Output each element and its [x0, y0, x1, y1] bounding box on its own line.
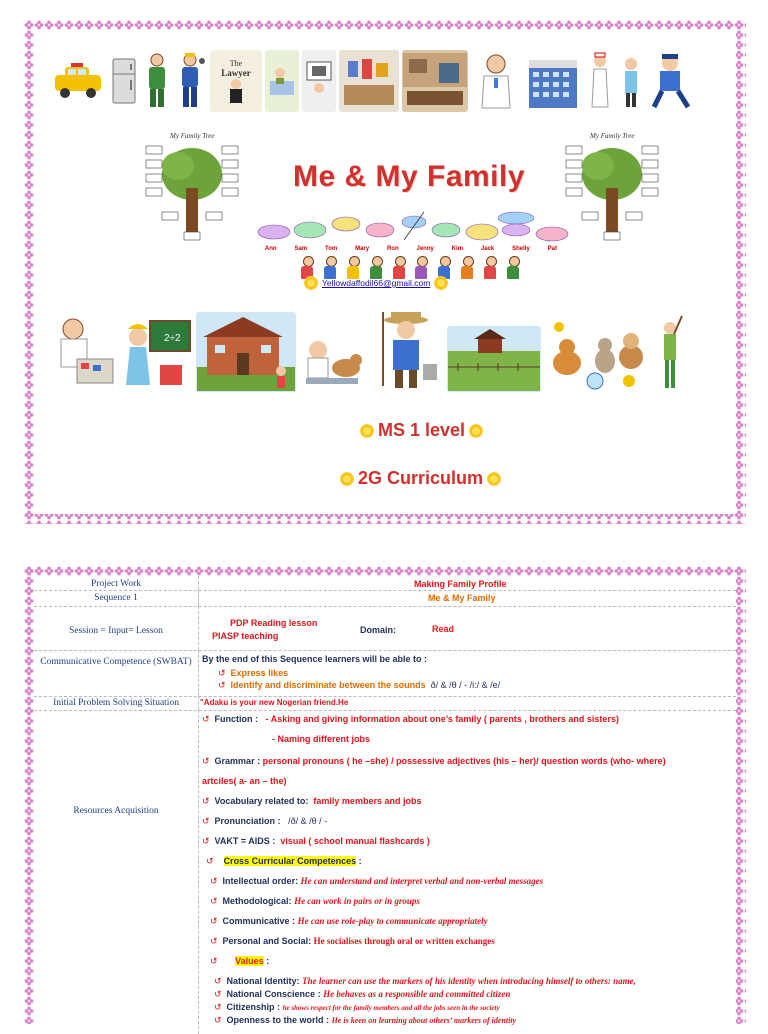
lawyer-caption: Lawyer — [221, 67, 251, 78]
row-project-work — [34, 576, 736, 591]
svg-text:2÷2: 2÷2 — [164, 333, 181, 344]
flower-icon — [434, 276, 448, 290]
doctor-icon — [471, 50, 521, 112]
cover-page — [24, 20, 746, 524]
architect-icon — [265, 50, 299, 112]
bullet-icon: ↺ — [202, 756, 210, 766]
pets-icon — [544, 316, 648, 392]
painter-icon — [651, 312, 691, 392]
child-figure — [460, 256, 474, 280]
pronunciation-line: ↺ Pronunciation : /ð/ & /θ / - — [202, 816, 328, 826]
bullet-icon: ↺ — [214, 976, 222, 986]
name-label: Ann — [264, 246, 277, 252]
competence-intro: By the end of this Sequence learners will be able to : — [202, 654, 428, 664]
flower-icon — [469, 424, 483, 438]
project-work-value: Making Family Profile — [414, 579, 507, 589]
flower-icon — [487, 472, 501, 486]
national-identity-line: ↺ National Identity: The learner can use the markers of his identity when introducing himself to others: name, — [214, 976, 636, 986]
nurse-icon — [585, 50, 615, 112]
school-icon — [196, 312, 296, 392]
teacher-icon — [119, 314, 193, 392]
level-label — [360, 420, 483, 441]
family-tree-left — [142, 128, 242, 248]
taxi-icon — [50, 50, 106, 112]
family-tree-right — [562, 128, 662, 248]
flower-icon — [340, 472, 354, 486]
bullet-icon: ↺ — [214, 1002, 222, 1012]
farm-icon — [447, 326, 541, 392]
function-line: ↺ Function : - Asking and giving information about one’s family ( parents , brothers and sisters) — [202, 714, 619, 724]
email-link[interactable]: Yellowdaffodil66@gmail.com — [322, 278, 431, 288]
bullet-icon: ↺ — [210, 896, 218, 906]
bullet-icon: ↺ — [202, 816, 210, 826]
curriculum-text: 2G Curriculum — [358, 468, 484, 488]
bullet-icon: ↺ — [218, 680, 226, 690]
row-problem — [34, 696, 736, 711]
name-label: Pat — [547, 246, 558, 252]
cross-line: ↺ Cross Curricular Competences : — [206, 856, 362, 866]
family-tree-caption-left: My Family Tree — [170, 132, 215, 140]
row-competence — [34, 650, 736, 697]
row-sequence — [34, 590, 736, 607]
name-label: Jack — [480, 246, 495, 252]
scientist-icon — [46, 314, 116, 392]
level-text: MS 1 level — [378, 420, 466, 440]
bullet-icon: ↺ — [214, 1015, 222, 1025]
session-value-2: PIASP teaching — [212, 631, 279, 641]
vakt-line: ↺ VAKT = AIDS : visual ( school manual flashcards ) — [202, 836, 430, 846]
dentist-icon — [618, 50, 644, 112]
bullet-icon: ↺ — [210, 916, 218, 926]
personal-line: ↺ Personal and Social: He socialises through oral or written exchanges — [210, 936, 495, 946]
communicative-line: ↺ Communicative : He can use role-play to communicate appropriately — [210, 916, 488, 926]
grammar-line: ↺ Grammar : personal pronouns ( he –she) / possessive adjectives (his – her)/ question words (who- where) — [202, 756, 666, 766]
name-label: Mary — [355, 246, 370, 252]
methodological-line: ↺ Methodological: He can work in pairs or in groups — [210, 896, 420, 906]
openness-line: ↺ Openness to the world : He is keen on learning about others’ markers of identity — [214, 1015, 517, 1025]
problem-label: Initial Problem Solving Situation — [53, 698, 179, 708]
problem-value: "Adaku is your new Nogerian friend.He — [200, 698, 349, 707]
hospital-icon — [524, 50, 582, 112]
bullet-icon: ↺ — [202, 796, 210, 806]
family-names — [256, 246, 566, 252]
function-line-2: - Naming different jobs — [272, 734, 371, 744]
domain-label: Domain: — [360, 625, 396, 635]
competence-item: ↺ Identify and discriminate between the sounds ð/ & /θ / - /i:/ & /e/ — [218, 680, 501, 690]
flower-icon — [360, 424, 374, 438]
policeman-icon — [647, 50, 695, 112]
child-figure — [506, 256, 520, 280]
bullet-icon: ↺ — [206, 856, 214, 866]
name-label: Tom — [325, 246, 338, 252]
bullet-icon: ↺ — [214, 989, 222, 999]
bullet-icon: ↺ — [218, 668, 226, 678]
lesson-plan-page — [24, 566, 746, 1024]
citizenship-line: ↺ Citizenship : he shows respect for the family members and all the jobs seen in the society — [214, 1002, 500, 1012]
name-label: Ron — [386, 246, 399, 252]
row-resources — [34, 710, 736, 1034]
name-label: Jenny — [416, 246, 434, 252]
flower-icon — [304, 276, 318, 290]
name-label: Sam — [294, 246, 308, 252]
fridge-icon — [109, 50, 139, 112]
resources-label: Resources Acquisition — [73, 806, 159, 816]
vocab-line: ↺ Vocabulary related to: family members and jobs — [202, 796, 422, 806]
cover-title: Me & My Family — [292, 160, 526, 193]
lawyer-icon — [210, 50, 262, 112]
values-line: ↺ Values : — [210, 956, 270, 966]
jobs-row-lower — [46, 308, 694, 392]
domain-value: Read — [432, 624, 455, 634]
bullet-icon: ↺ — [202, 836, 210, 846]
curriculum-label — [340, 468, 501, 489]
name-label: Shelly — [512, 246, 530, 252]
competence-label: Communicative Competence (SWBAT) — [40, 657, 192, 667]
office-icon — [402, 50, 468, 112]
sequence-label: Sequence 1 — [94, 593, 138, 603]
engineer-icon — [302, 50, 336, 112]
session-label: Session = Input= Lesson — [69, 626, 163, 636]
competence-item: ↺ Express likes — [218, 668, 289, 678]
row-session — [34, 606, 736, 651]
bullet-icon: ↺ — [202, 714, 210, 724]
email-row — [304, 276, 448, 290]
grammar-line-2: artciles( a- an – the) — [202, 776, 287, 786]
sequence-value: Me & My Family — [428, 593, 496, 603]
bullet-icon: ↺ — [210, 876, 218, 886]
session-value-1: PDP Reading lesson — [230, 618, 318, 628]
farmer-icon — [368, 308, 444, 392]
family-tree-caption-right: My Family Tree — [590, 132, 635, 140]
project-work-label: Project Work — [91, 579, 141, 589]
bullet-icon: ↺ — [210, 956, 218, 966]
workshop-icon — [339, 50, 399, 112]
jobs-banner — [50, 50, 698, 112]
mechanic-icon — [142, 50, 172, 112]
name-label: Kim — [451, 246, 464, 252]
vet-icon — [299, 332, 365, 392]
bullet-icon: ↺ — [210, 936, 218, 946]
electrician-icon — [175, 50, 207, 112]
lawyer-caption-top: The — [229, 58, 243, 68]
intellectual-line: ↺ Intellectual order: He can understand and interpret verbal and non-verbal messages — [210, 876, 544, 886]
child-figure — [483, 256, 497, 280]
national-conscience-line: ↺ National Conscience : He behaves as a responsible and committed citizen — [214, 989, 511, 999]
